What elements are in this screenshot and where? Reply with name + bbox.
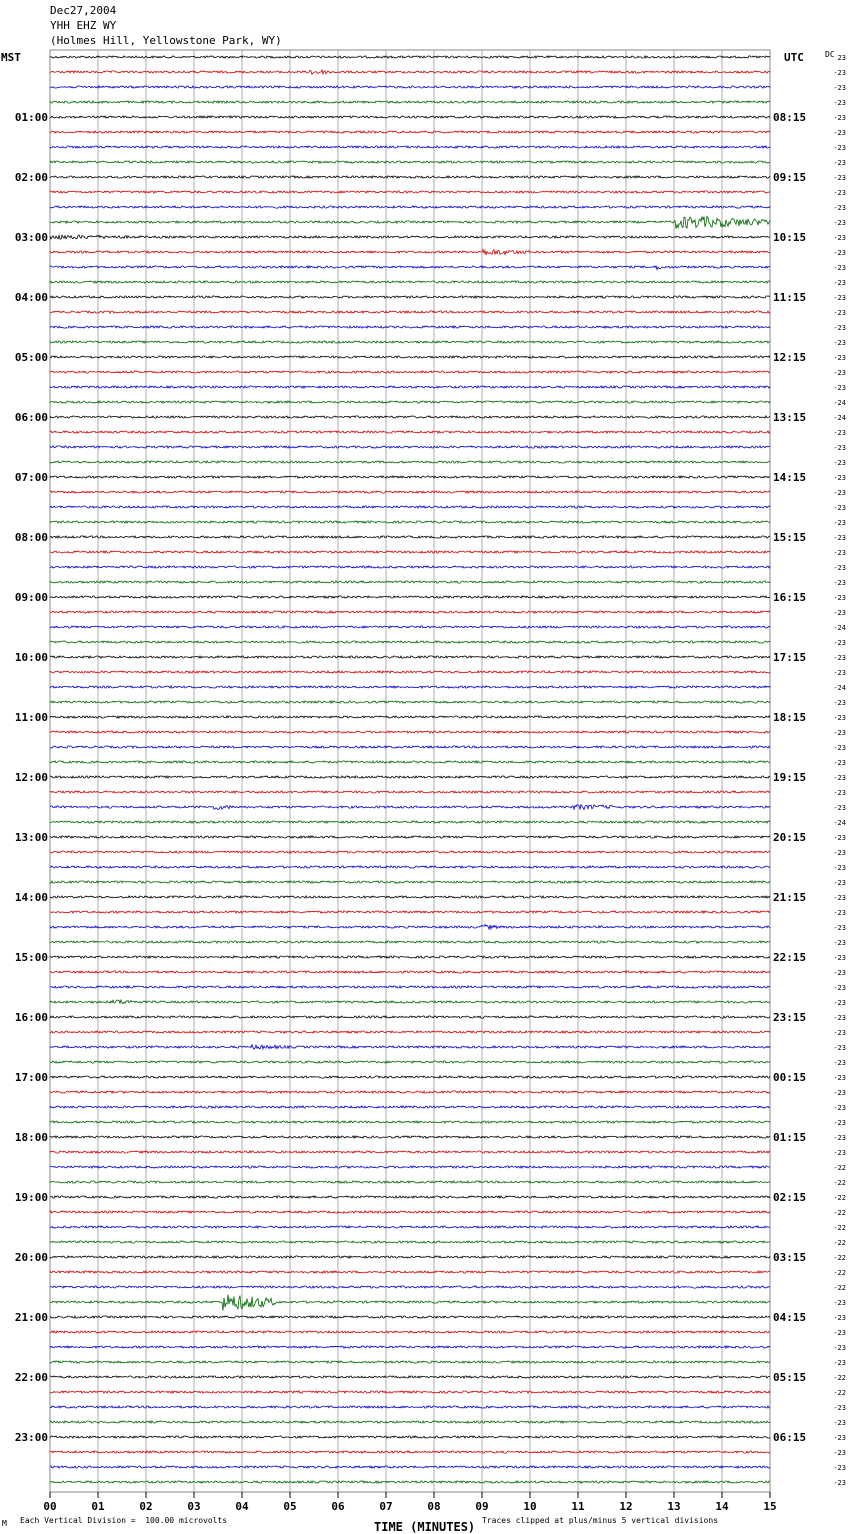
dc-offset-label: -23 <box>833 834 846 842</box>
dc-offset-label: -24 <box>833 684 846 692</box>
dc-offset-label: -23 <box>833 1014 846 1022</box>
dc-offset-label: -23 <box>833 429 846 437</box>
dc-offset-label: -23 <box>833 654 846 662</box>
dc-offset-label: -22 <box>833 1224 846 1232</box>
dc-offset-label: -23 <box>833 924 846 932</box>
trace-row-5 <box>50 131 770 133</box>
left-hour-label: 05:00 <box>14 351 48 364</box>
footer-scale-note: Each Vertical Division = 100.00 microvolts <box>20 1516 228 1525</box>
dc-offset-label: -23 <box>833 1089 846 1097</box>
dc-offset-label: -23 <box>833 549 846 557</box>
dc-offset-label: -23 <box>833 1449 846 1457</box>
trace-row-40 <box>50 656 770 658</box>
dc-offset-label: -23 <box>833 1299 846 1307</box>
dc-offset-label: -23 <box>833 294 846 302</box>
trace-row-62 <box>50 986 770 988</box>
dc-offset-label: -23 <box>833 729 846 737</box>
dc-offset-label: -23 <box>833 1029 846 1037</box>
left-hour-label: 20:00 <box>14 1251 48 1264</box>
dc-offset-label: -22 <box>833 1284 846 1292</box>
left-hour-label: 22:00 <box>14 1371 48 1384</box>
right-hour-label: 01:15 <box>773 1131 807 1144</box>
trace-row-30 <box>50 506 770 508</box>
dc-offset-label: -23 <box>833 1404 846 1412</box>
header-location: (Holmes Hill, Yellowstone Park, WY) <box>50 34 282 47</box>
trace-row-57 <box>50 911 770 913</box>
trace-row-11 <box>50 217 770 229</box>
right-hour-label: 10:15 <box>773 231 807 244</box>
trace-row-76 <box>50 1196 770 1198</box>
right-hour-label: 02:15 <box>773 1191 807 1204</box>
trace-row-27 <box>50 461 770 463</box>
x-tick-label: 13 <box>667 1500 681 1513</box>
x-tick-label: 12 <box>619 1500 633 1513</box>
right-hour-label: 05:15 <box>773 1371 807 1384</box>
x-tick-label: 07 <box>379 1500 393 1513</box>
trace-row-14 <box>50 266 770 270</box>
x-tick-label: 04 <box>235 1500 249 1513</box>
trace-row-23 <box>50 401 770 403</box>
trace-row-16 <box>50 296 770 298</box>
trace-row-48 <box>50 776 770 778</box>
trace-row-13 <box>50 250 770 256</box>
dc-offset-label: -23 <box>833 114 846 122</box>
dc-offset-label: -24 <box>833 399 846 407</box>
trace-row-41 <box>50 671 770 673</box>
trace-row-46 <box>50 746 770 748</box>
dc-offset-label: -23 <box>833 174 846 182</box>
trace-row-63 <box>50 1000 770 1004</box>
right-hour-label: 15:15 <box>773 531 807 544</box>
x-tick-label: 14 <box>715 1500 729 1513</box>
trace-row-3 <box>50 101 770 103</box>
trace-row-88 <box>50 1376 770 1378</box>
dc-offset-label: -23 <box>833 219 846 227</box>
dc-offset-label: -23 <box>833 1104 846 1112</box>
trace-row-8 <box>50 176 770 178</box>
left-hour-label: 08:00 <box>14 531 48 544</box>
dc-offset-label: -23 <box>833 534 846 542</box>
right-hour-label: 11:15 <box>773 291 807 304</box>
right-hour-label: 19:15 <box>773 771 807 784</box>
trace-row-32 <box>50 536 770 538</box>
trace-row-43 <box>50 701 770 703</box>
left-hour-label: 01:00 <box>14 111 48 124</box>
trace-row-69 <box>50 1091 770 1093</box>
right-hour-label: 21:15 <box>773 891 807 904</box>
left-hour-label: 19:00 <box>14 1191 48 1204</box>
trace-row-36 <box>50 596 770 598</box>
dc-offset-label: -23 <box>833 1119 846 1127</box>
x-tick-label: 10 <box>523 1500 537 1513</box>
x-tick-label: 03 <box>187 1500 201 1513</box>
left-hour-label: 11:00 <box>14 711 48 724</box>
right-hour-label: 06:15 <box>773 1431 807 1444</box>
trace-row-74 <box>50 1166 770 1168</box>
left-hour-label: 21:00 <box>14 1311 48 1324</box>
trace-row-9 <box>50 191 770 193</box>
footer-clip-note: Traces clipped at plus/minus 5 vertical divisions <box>482 1516 719 1525</box>
trace-row-0 <box>50 56 770 58</box>
right-timezone-label: UTC <box>784 51 804 64</box>
dc-offset-label: -23 <box>833 144 846 152</box>
dc-offset-label: -23 <box>833 204 846 212</box>
dc-offset-label: -23 <box>833 969 846 977</box>
right-hour-label: 00:15 <box>773 1071 807 1084</box>
dc-offset-label: -23 <box>833 159 846 167</box>
dc-offset-label: -23 <box>833 939 846 947</box>
dc-offset-label: -23 <box>833 1344 846 1352</box>
dc-offset-label: -22 <box>833 1179 846 1187</box>
trace-row-81 <box>50 1271 770 1273</box>
left-hour-label: 12:00 <box>14 771 48 784</box>
dc-offset-label: -22 <box>833 1164 846 1172</box>
dc-offset-label: -23 <box>833 69 846 77</box>
trace-row-72 <box>50 1136 770 1138</box>
dc-offset-label: -22 <box>833 1374 846 1382</box>
dc-header-label: DC <box>825 50 835 59</box>
dc-offset-label: -24 <box>833 624 846 632</box>
dc-offset-label: -23 <box>833 264 846 272</box>
trace-row-34 <box>50 566 770 568</box>
dc-offset-label: -23 <box>833 279 846 287</box>
dc-offset-label: -23 <box>833 1419 846 1427</box>
dc-offset-label: -23 <box>833 489 846 497</box>
dc-offset-label: -23 <box>833 804 846 812</box>
dc-offset-label: -23 <box>833 1059 846 1067</box>
right-hour-label: 08:15 <box>773 111 807 124</box>
trace-row-85 <box>50 1331 770 1333</box>
right-hour-label: 09:15 <box>773 171 807 184</box>
x-axis-title: TIME (MINUTES) <box>374 1520 476 1534</box>
trace-row-56 <box>50 896 770 898</box>
trace-row-1 <box>50 70 770 74</box>
trace-row-44 <box>50 716 770 718</box>
plot-frame <box>50 50 770 1492</box>
trace-row-58 <box>50 924 770 929</box>
trace-row-19 <box>50 341 770 343</box>
trace-row-77 <box>50 1211 770 1213</box>
dc-offset-label: -23 <box>833 354 846 362</box>
dc-offset-label: -23 <box>833 1359 846 1367</box>
trace-row-49 <box>50 791 770 793</box>
trace-row-90 <box>50 1406 770 1408</box>
trace-row-95 <box>50 1481 770 1483</box>
trace-row-92 <box>50 1436 770 1438</box>
trace-row-60 <box>50 956 770 958</box>
dc-offset-label: -23 <box>833 744 846 752</box>
left-hour-label: 06:00 <box>14 411 48 424</box>
right-hour-label: 17:15 <box>773 651 807 664</box>
trace-row-26 <box>50 446 770 448</box>
trace-row-70 <box>50 1106 770 1108</box>
x-tick-label: 15 <box>763 1500 777 1513</box>
left-hour-label: 16:00 <box>14 1011 48 1024</box>
left-hour-label: 13:00 <box>14 831 48 844</box>
dc-offset-label: -23 <box>833 129 846 137</box>
trace-row-86 <box>50 1346 770 1348</box>
dc-offset-label: -23 <box>833 189 846 197</box>
trace-row-71 <box>50 1121 770 1123</box>
trace-row-45 <box>50 731 770 733</box>
trace-row-7 <box>50 161 770 163</box>
trace-row-17 <box>50 311 770 313</box>
dc-offset-label: -23 <box>833 1074 846 1082</box>
trace-row-25 <box>50 431 770 433</box>
dc-offset-label: -23 <box>833 1134 846 1142</box>
trace-row-12 <box>50 235 770 239</box>
dc-offset-label: -23 <box>833 384 846 392</box>
left-hour-label: 15:00 <box>14 951 48 964</box>
dc-offset-label: -23 <box>833 474 846 482</box>
dc-offset-label: -23 <box>833 444 846 452</box>
dc-offset-label: -23 <box>833 609 846 617</box>
right-hour-label: 04:15 <box>773 1311 807 1324</box>
trace-row-68 <box>50 1076 770 1078</box>
trace-row-64 <box>50 1016 770 1018</box>
trace-row-87 <box>50 1361 770 1363</box>
dc-offset-label: -23 <box>833 594 846 602</box>
x-tick-label: 09 <box>475 1500 489 1513</box>
trace-row-35 <box>50 581 770 583</box>
left-hour-label: 10:00 <box>14 651 48 664</box>
trace-row-79 <box>50 1241 770 1243</box>
trace-row-28 <box>50 476 770 478</box>
dc-offset-label: -24 <box>833 819 846 827</box>
dc-offset-label: -23 <box>833 1434 846 1442</box>
dc-offset-label: -23 <box>833 519 846 527</box>
trace-row-37 <box>50 611 770 613</box>
left-hour-label: 07:00 <box>14 471 48 484</box>
dc-offset-label: -23 <box>833 759 846 767</box>
right-hour-label: 03:15 <box>773 1251 807 1264</box>
dc-offset-label: -22 <box>833 1209 846 1217</box>
right-hour-label: 20:15 <box>773 831 807 844</box>
footer-mark: M <box>2 1519 7 1528</box>
dc-offset-label: -23 <box>833 669 846 677</box>
trace-row-80 <box>50 1256 770 1258</box>
trace-row-61 <box>50 971 770 973</box>
trace-row-2 <box>50 86 770 88</box>
x-tick-label: 00 <box>43 1500 57 1513</box>
trace-row-83 <box>50 1295 770 1311</box>
trace-row-91 <box>50 1421 770 1423</box>
trace-row-55 <box>50 881 770 883</box>
dc-offset-label: -23 <box>833 339 846 347</box>
dc-offset-label: -23 <box>833 309 846 317</box>
x-tick-label: 11 <box>571 1500 585 1513</box>
dc-offset-label: -22 <box>833 1269 846 1277</box>
left-hour-label: 14:00 <box>14 891 48 904</box>
trace-row-89 <box>50 1391 770 1393</box>
left-hour-label: 02:00 <box>14 171 48 184</box>
trace-row-78 <box>50 1226 770 1228</box>
trace-row-93 <box>50 1451 770 1453</box>
dc-offset-label: -24 <box>833 414 846 422</box>
header-station: YHH EHZ WY <box>50 19 117 32</box>
dc-offset-label: -23 <box>833 1314 846 1322</box>
dc-offset-label: -23 <box>833 864 846 872</box>
dc-offset-label: -23 <box>833 99 846 107</box>
dc-offset-label: -23 <box>833 1464 846 1472</box>
dc-offset-label: -23 <box>833 879 846 887</box>
dc-offset-label: -23 <box>833 579 846 587</box>
trace-row-39 <box>50 641 770 643</box>
right-hour-label: 23:15 <box>773 1011 807 1024</box>
trace-row-66 <box>50 1045 770 1050</box>
dc-offset-label: -23 <box>833 639 846 647</box>
dc-offset-label: 23 <box>837 54 846 62</box>
trace-row-94 <box>50 1466 770 1468</box>
trace-row-73 <box>50 1151 770 1153</box>
dc-offset-label: -22 <box>833 1389 846 1397</box>
trace-row-67 <box>50 1061 770 1063</box>
left-hour-label: 03:00 <box>14 231 48 244</box>
dc-offset-label: -23 <box>833 1149 846 1157</box>
left-hour-label: 09:00 <box>14 591 48 604</box>
header-date: Dec27,2004 <box>50 4 117 17</box>
trace-row-42 <box>50 686 770 688</box>
trace-row-47 <box>50 761 770 763</box>
dc-offset-label: -22 <box>833 1254 846 1262</box>
right-hour-label: 12:15 <box>773 351 807 364</box>
trace-row-33 <box>50 551 770 553</box>
trace-row-22 <box>50 386 770 388</box>
trace-row-84 <box>50 1316 770 1318</box>
dc-offset-label: -23 <box>833 234 846 242</box>
dc-offset-label: -23 <box>833 999 846 1007</box>
dc-offset-label: -23 <box>833 849 846 857</box>
dc-offset-label: -23 <box>833 564 846 572</box>
dc-offset-label: -23 <box>833 954 846 962</box>
right-hour-label: 14:15 <box>773 471 807 484</box>
trace-row-82 <box>50 1286 770 1288</box>
dc-offset-label: -23 <box>833 459 846 467</box>
trace-row-10 <box>50 206 770 208</box>
trace-row-54 <box>50 866 770 868</box>
x-tick-label: 08 <box>427 1500 441 1513</box>
dc-offset-label: -23 <box>833 369 846 377</box>
trace-row-29 <box>50 491 770 493</box>
right-hour-label: 13:15 <box>773 411 807 424</box>
trace-row-52 <box>50 836 770 838</box>
dc-offset-label: -23 <box>833 249 846 257</box>
dc-offset-label: -23 <box>833 894 846 902</box>
x-tick-label: 01 <box>91 1500 105 1513</box>
dc-offset-label: -23 <box>833 1044 846 1052</box>
dc-offset-label: -23 <box>833 984 846 992</box>
dc-offset-label: -23 <box>833 699 846 707</box>
dc-offset-label: -23 <box>833 774 846 782</box>
dc-offset-label: -23 <box>833 909 846 917</box>
trace-row-18 <box>50 326 770 328</box>
dc-offset-label: -23 <box>833 504 846 512</box>
trace-row-31 <box>50 521 770 523</box>
dc-offset-label: -22 <box>833 1239 846 1247</box>
dc-offset-label: -23 <box>833 714 846 722</box>
left-hour-label: 18:00 <box>14 1131 48 1144</box>
x-tick-label: 05 <box>283 1500 297 1513</box>
right-hour-label: 18:15 <box>773 711 807 724</box>
trace-row-53 <box>50 851 770 853</box>
trace-row-51 <box>50 821 770 823</box>
left-hour-label: 23:00 <box>14 1431 48 1444</box>
dc-offset-label: -22 <box>833 1194 846 1202</box>
trace-row-20 <box>50 356 770 358</box>
dc-offset-label: -23 <box>833 324 846 332</box>
trace-row-38 <box>50 626 770 628</box>
trace-row-24 <box>50 416 770 418</box>
right-hour-label: 22:15 <box>773 951 807 964</box>
right-hour-label: 16:15 <box>773 591 807 604</box>
trace-row-4 <box>50 116 770 118</box>
trace-row-50 <box>50 805 770 810</box>
left-hour-label: 04:00 <box>14 291 48 304</box>
dc-offset-label: -23 <box>833 1329 846 1337</box>
dc-offset-label: -23 <box>833 1479 846 1487</box>
dc-offset-label: -23 <box>833 789 846 797</box>
trace-row-75 <box>50 1181 770 1183</box>
left-timezone-label: MST <box>1 51 21 64</box>
trace-row-6 <box>50 146 770 148</box>
x-tick-label: 02 <box>139 1500 153 1513</box>
x-tick-label: 06 <box>331 1500 345 1513</box>
trace-row-15 <box>50 281 770 283</box>
left-hour-label: 17:00 <box>14 1071 48 1084</box>
trace-row-21 <box>50 371 770 373</box>
trace-row-65 <box>50 1031 770 1033</box>
dc-offset-label: -23 <box>833 84 846 92</box>
trace-row-59 <box>50 941 770 943</box>
